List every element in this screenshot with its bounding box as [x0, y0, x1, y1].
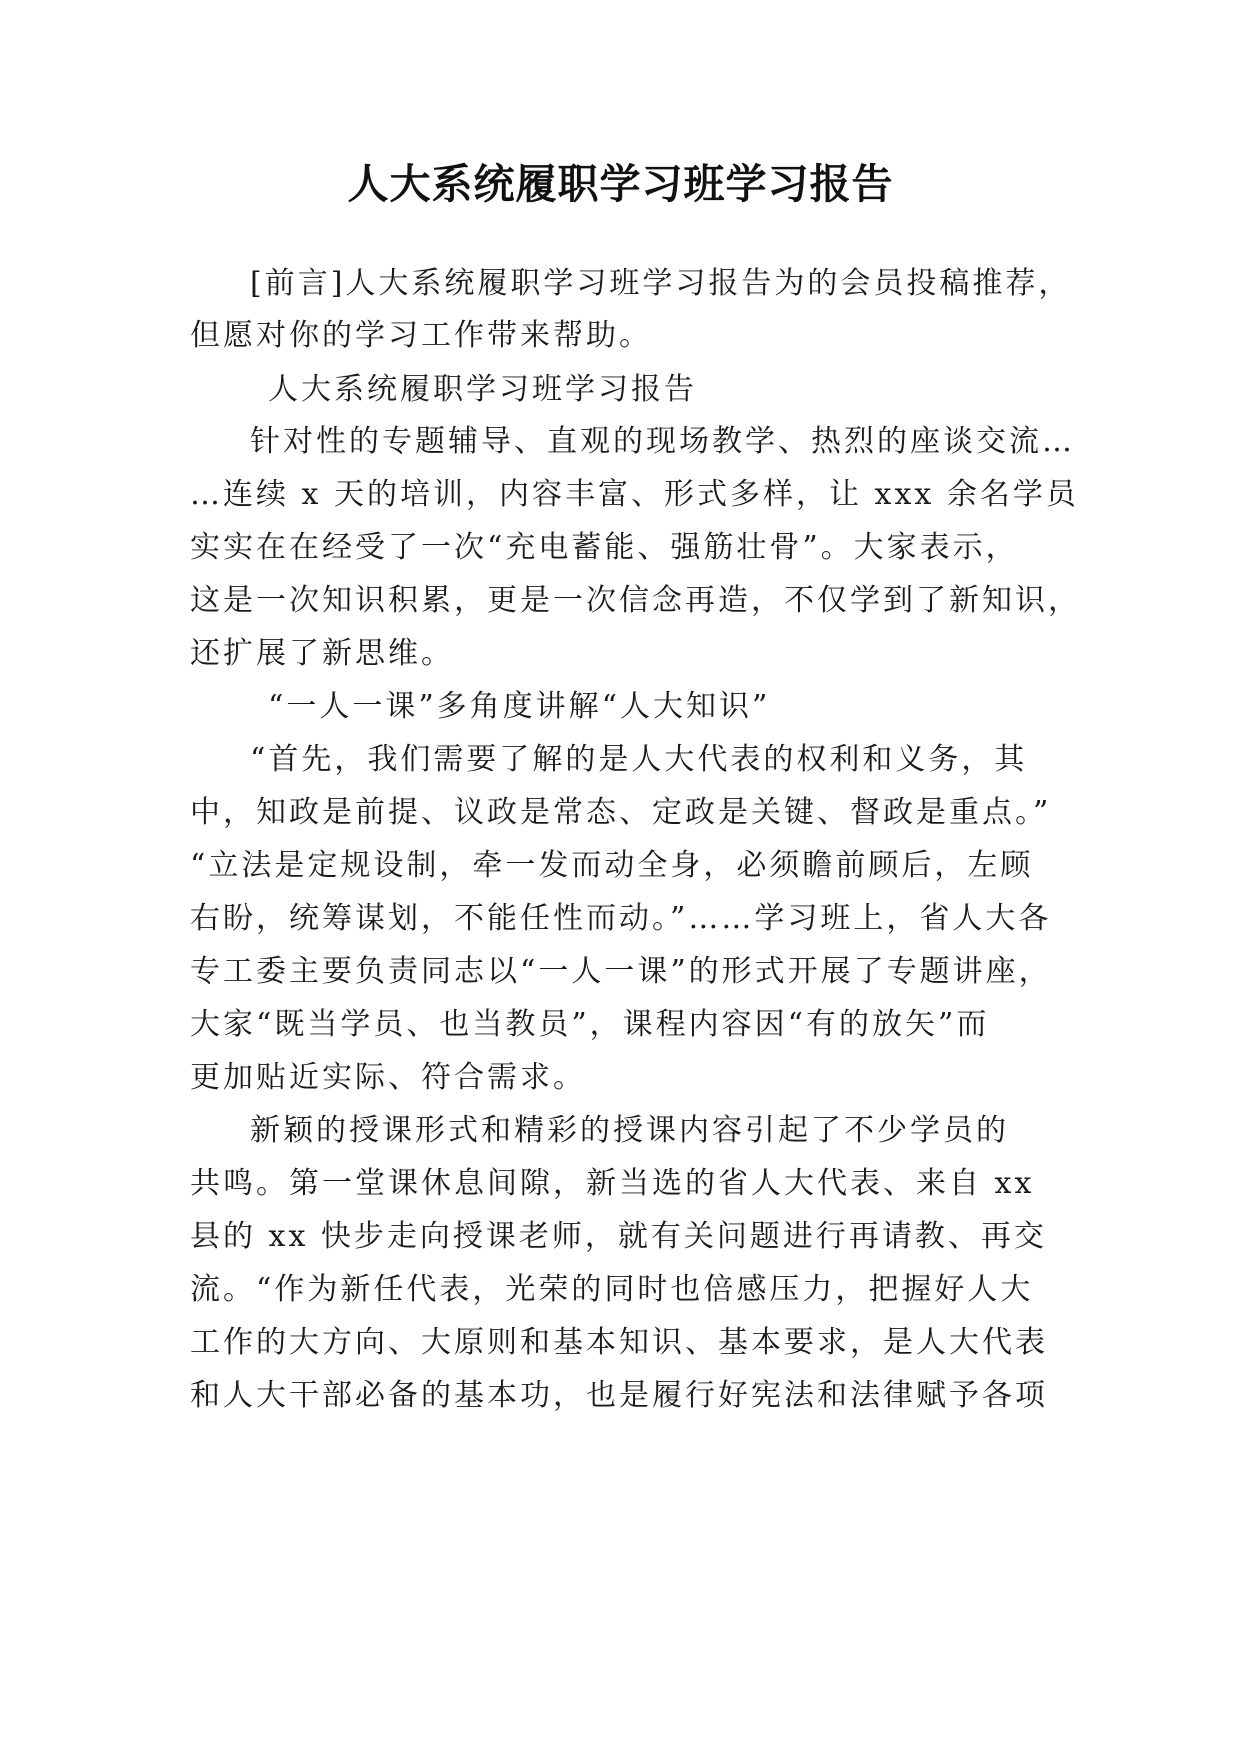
text-line: 新颖的授课形式和精彩的授课内容引起了不少学员的 [250, 1113, 1009, 1148]
text-line: 实实在在经受了一次“充电蓄能、强筋壮骨”。大家表示， [190, 530, 1019, 565]
text-line: 工作的大方向、大原则和基本知识、基本要求，是人大代表 [190, 1325, 1048, 1360]
text-line: 大家“既当学员、也当教员”，课程内容因“有的放矢”而 [190, 1007, 990, 1042]
text-line: 还扩展了新思维。 [190, 636, 454, 671]
text-line: 但愿对你的学习工作带来帮助。 [190, 318, 652, 353]
text-line: 这是一次知识积累，更是一次信念再造，不仅学到了新知识， [190, 583, 1081, 618]
text-line: 和人大干部必备的基本功，也是履行好宪法和法律赋予各项 [190, 1378, 1048, 1413]
text-line: [前言]人大系统履职学习班学习报告为的会员投稿推荐， [250, 266, 1072, 301]
text-line: 右盼，统筹谋划，不能任性而动。”……学习班上，省人大各 [190, 901, 1052, 936]
text-line: …连续 x 天的培训，内容丰富、形式多样，让 xxx 余名学员 [190, 477, 1079, 512]
text-line: 县的 xx 快步走向授课老师，就有关问题进行再请教、再交 [190, 1219, 1047, 1254]
text-line: 更加贴近实际、符合需求。 [190, 1060, 586, 1095]
text-line: 流。“作为新任代表，光荣的同时也倍感压力，把握好人大 [190, 1272, 1034, 1307]
document-title: 人大系统履职学习班学习报告 [347, 160, 894, 208]
text-line: 专工委主要负责同志以“一人一课”的形式开展了专题讲座， [190, 954, 1052, 989]
text-line: 共鸣。第一堂课休息间隙，新当选的省人大代表、来自 xx [190, 1166, 1035, 1201]
text-line: “立法是定规设制，牵一发而动全身，必须瞻前顾后，左顾 [190, 848, 1034, 883]
subtitle-line: 人大系统履职学习班学习报告 [268, 372, 697, 407]
section-heading: “一人一课”多角度讲解“人大知识” [268, 689, 771, 724]
text-line: 针对性的专题辅导、直观的现场教学、热烈的座谈交流… [250, 424, 1075, 459]
text-line: “首先，我们需要了解的是人大代表的权利和义务，其 [250, 742, 1028, 777]
text-line: 中，知政是前提、议政是常态、定政是关键、督政是重点。” [190, 795, 1052, 830]
